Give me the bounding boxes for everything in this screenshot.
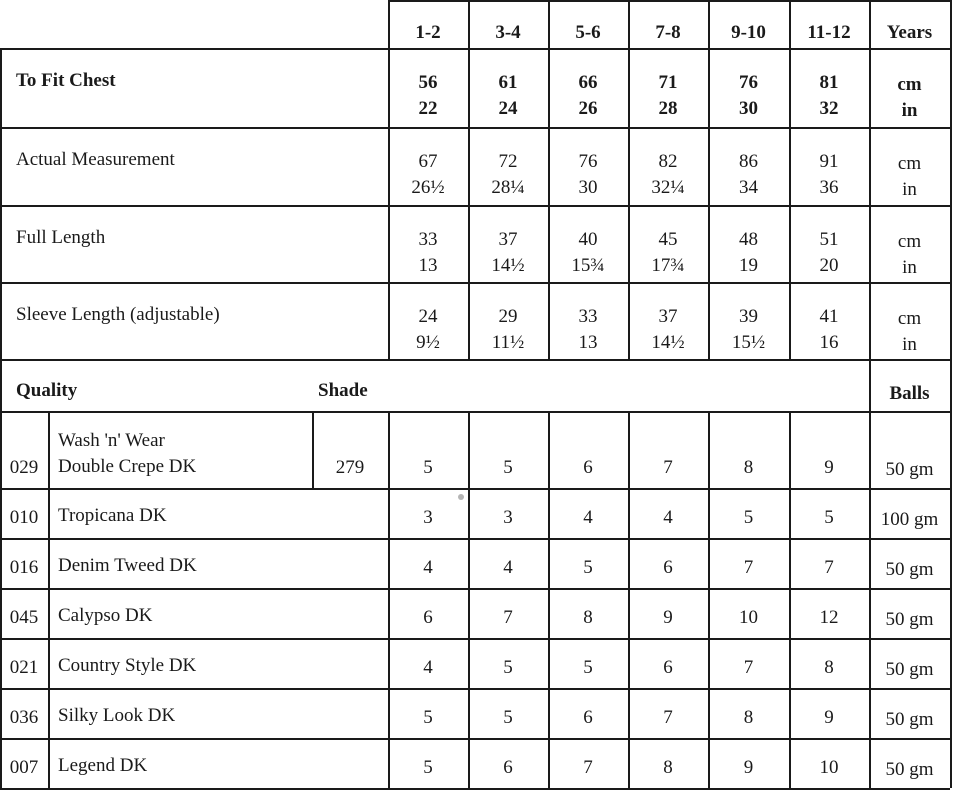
in-value: 17¾ [651,255,685,276]
cm-value: 40 [578,229,598,250]
ball-count: 8 [663,757,673,778]
ball-weight: 50 gm [885,659,934,680]
in-value: 32¼ [651,177,685,198]
cm-value: 56 [418,72,438,93]
ball-count: 8 [743,707,754,728]
in-value: 34 [739,177,758,198]
balls-header: Balls [889,383,930,404]
ball-count: 7 [743,657,754,678]
cm-value: 41 [819,306,839,327]
in-value: 14½ [491,255,525,276]
ball-count: 4 [423,557,433,578]
ball-count: 8 [583,607,593,628]
yarn-name: Tropicana DK [58,505,167,526]
in-value: 11½ [491,332,525,353]
cm-value: 81 [819,72,839,93]
cm-value: 66 [578,72,598,93]
ball-count: 5 [743,507,754,528]
ball-weight: 50 gm [885,459,934,480]
yarn-code: 010 [9,507,39,528]
size-header: 3-4 [495,22,521,43]
in-value: 28 [658,98,678,119]
ball-count: 7 [663,457,673,478]
ball-weight: 50 gm [885,609,934,630]
yarn-row-divider [0,638,950,640]
yarn-code: 029 [9,457,39,478]
ball-count: 8 [743,457,754,478]
yarn-header-divider [0,411,950,413]
ball-count: 4 [583,507,593,528]
ball-count: 9 [663,607,673,628]
ball-count: 5 [503,657,513,678]
ball-count: 6 [663,657,673,678]
ball-count: 4 [663,507,673,528]
in-value: 30 [739,98,758,119]
yarn-name: Wash 'n' Wear [58,430,165,451]
yarn-code: 036 [9,707,39,728]
size-header: 11-12 [807,22,851,43]
yarn-name: Legend DK [58,755,148,776]
cm-value: 51 [819,229,839,250]
yarn-row-divider [0,588,950,590]
ball-weight: 50 gm [885,559,934,580]
size-header: 9-10 [731,22,766,43]
yarn-row-divider [0,538,950,540]
cm-value: 33 [418,229,438,250]
in-value: 26½ [411,177,445,198]
ball-weight: 50 gm [885,709,934,730]
top-border [388,0,950,2]
unit-in: in [902,257,917,278]
ball-count: 6 [663,557,673,578]
ball-count: 5 [423,707,433,728]
ball-count: 10 [819,757,839,778]
yarn-code: 016 [9,557,39,578]
ball-count: 9 [824,457,834,478]
ball-weight: 50 gm [885,759,934,780]
ball-count: 7 [743,557,754,578]
size-header: 5-6 [575,22,601,43]
cm-value: 48 [739,229,758,250]
yarn-code: 021 [9,657,39,678]
in-value: 28¼ [491,177,525,198]
row-divider [0,359,950,361]
cm-value: 37 [658,306,678,327]
in-value: 24 [498,98,518,119]
in-value: 19 [739,255,758,276]
yarn-row-divider [0,488,950,490]
measurement-label: Full Length [16,227,106,248]
ball-count: 4 [423,657,433,678]
unit-in: in [902,179,917,200]
in-value: 26 [578,98,598,119]
ball-weight: 100 gm [880,509,939,530]
cm-value: 29 [498,306,518,327]
yarn-code: 045 [9,607,39,628]
in-value: 15¾ [571,255,605,276]
cm-value: 45 [658,229,678,250]
unit-cm: cm [897,231,922,252]
ball-count: 10 [739,607,758,628]
in-value: 9½ [416,332,440,353]
size-header: 7-8 [655,22,681,43]
left-border [0,48,2,411]
ball-count: 5 [423,457,433,478]
unit-in: in [902,334,917,355]
header-divider [0,48,950,50]
yarn-row-divider [0,738,950,740]
size-header: 1-2 [415,22,441,43]
ball-count: 8 [824,657,834,678]
in-value: 32 [819,98,839,119]
cm-value: 71 [658,72,678,93]
measurement-label: To Fit Chest [16,70,116,91]
yarn-row-divider [0,688,950,690]
ball-count: 6 [423,607,433,628]
unit-cm: cm [897,153,922,174]
cm-value: 82 [658,151,678,172]
in-value: 14½ [651,332,685,353]
scan-speck [458,494,464,500]
in-value: 20 [819,255,839,276]
ball-count: 3 [503,507,513,528]
yarn-name: Calypso DK [58,605,153,626]
ball-count: 6 [583,707,593,728]
right-border [950,0,952,788]
measurement-label: Actual Measurement [16,149,175,170]
yarn-name: Double Crepe DK [58,456,197,477]
in-value: 16 [819,332,839,353]
measurement-label: Sleeve Length (adjustable) [16,304,220,325]
yarn-name: Silky Look DK [58,705,176,726]
cm-value: 33 [578,306,598,327]
ball-count: 5 [503,457,513,478]
shade-header: Shade [318,380,368,401]
in-value: 22 [418,98,438,119]
yarn-name: Country Style DK [58,655,197,676]
cm-value: 24 [418,306,438,327]
quality-header: Quality [16,380,78,401]
ball-count: 6 [583,457,593,478]
row-divider [0,127,950,129]
cm-value: 86 [739,151,758,172]
bottom-border [0,788,950,790]
in-value: 36 [819,177,839,198]
ball-count: 5 [583,557,593,578]
ball-count: 5 [583,657,593,678]
cm-value: 39 [739,306,758,327]
cm-value: 67 [418,151,438,172]
row-divider [0,205,950,207]
ball-count: 7 [824,557,834,578]
unit-cm: cm [897,308,922,329]
yarn-name: Denim Tweed DK [58,555,197,576]
cm-value: 76 [739,72,758,93]
ball-count: 7 [583,757,593,778]
ball-count: 7 [663,707,673,728]
cm-value: 37 [498,229,518,250]
row-divider [0,282,950,284]
code-divider [48,411,50,788]
cm-value: 91 [819,151,839,172]
ball-count: 9 [743,757,754,778]
ball-count: 4 [503,557,513,578]
ball-count: 3 [423,507,433,528]
shade-number: 279 [335,457,365,478]
ball-count: 12 [819,607,839,628]
unit-in: in [901,100,918,121]
ball-count: 5 [423,757,433,778]
cm-value: 76 [578,151,598,172]
ball-count: 5 [824,507,834,528]
cm-value: 61 [498,72,518,93]
in-value: 15½ [731,332,766,353]
ball-count: 6 [503,757,513,778]
yarn-code: 007 [9,757,39,778]
in-value: 30 [578,177,598,198]
ball-count: 9 [824,707,834,728]
unit-cm: cm [897,74,922,95]
ball-count: 7 [503,607,513,628]
years-header: Years [886,22,933,43]
in-value: 13 [418,255,438,276]
cm-value: 72 [498,151,518,172]
in-value: 13 [578,332,598,353]
ball-count: 5 [503,707,513,728]
